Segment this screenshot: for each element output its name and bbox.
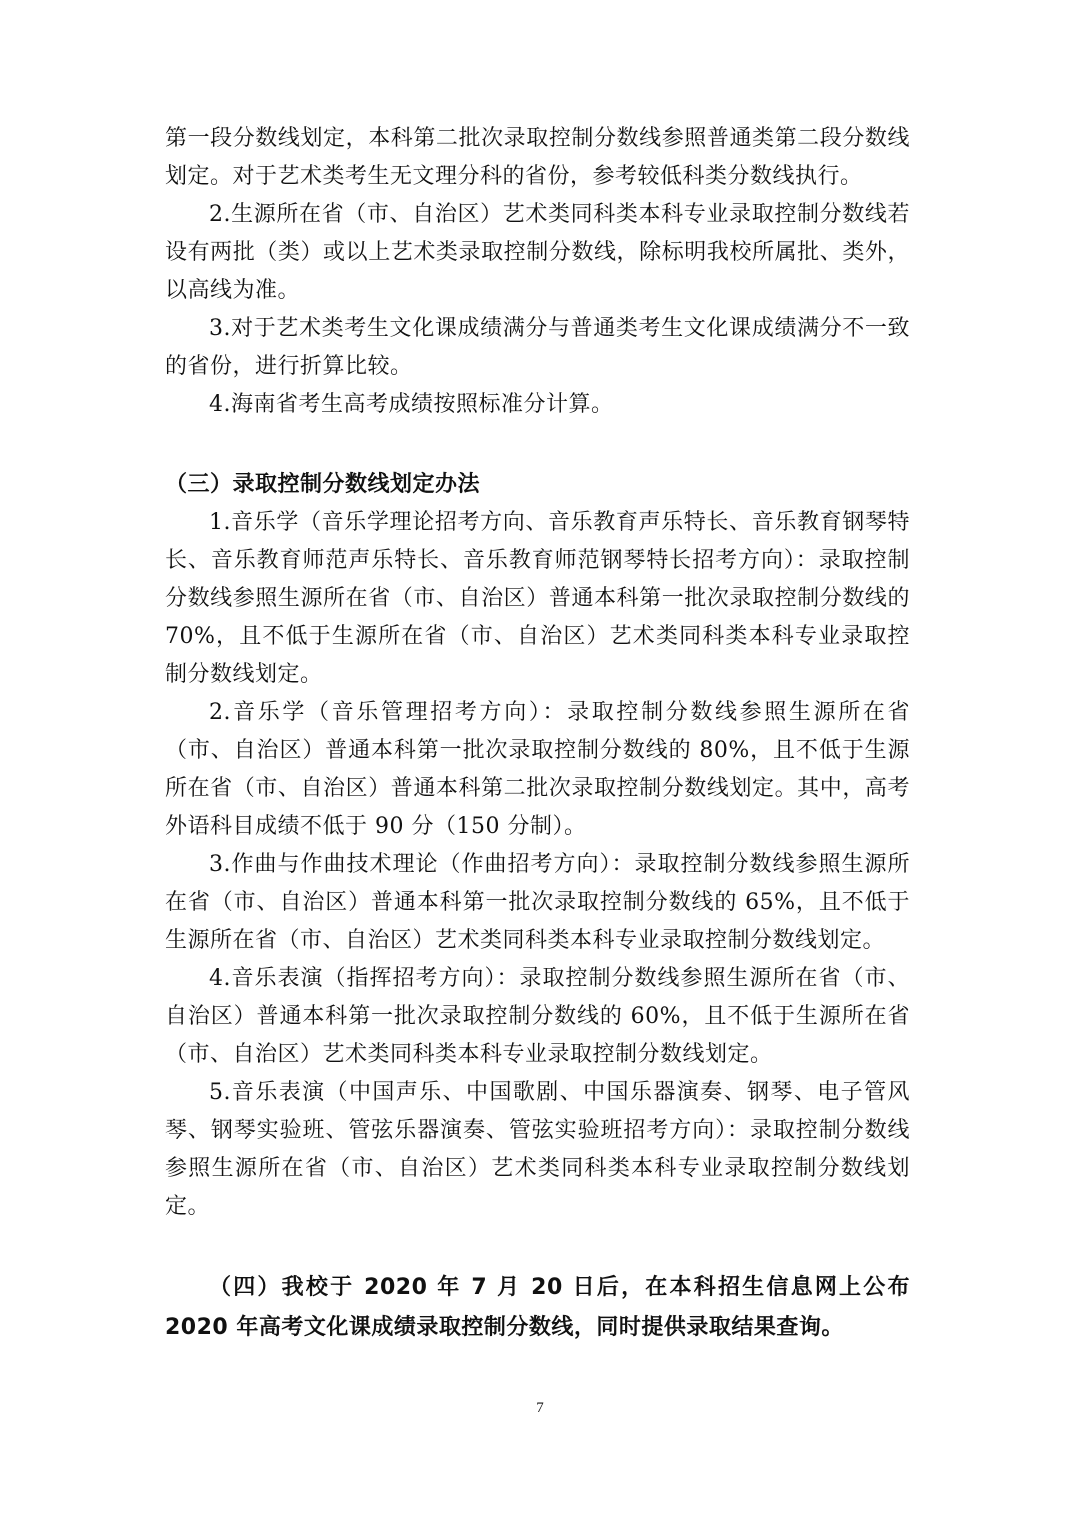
section-item-1: 1.音乐学（音乐学理论招考方向、音乐教育声乐特长、音乐教育钢琴特长、音乐教育师范声乐特长、音乐教育师范钢琴特长招考方向）：录取控制分数线参照生源所在省（市、自治区）普通本科第一批次录取控制分数线的 70%，且不低于生源所在省（市、自治区）艺术类同科类本科专业录取控制分数线划定。: [165, 510, 910, 687]
section-item-2: 2.音乐学（音乐管理招考方向）：录取控制分数线参照生源所在省（市、自治区）普通本科第一批次录取控制分数线的 80%，且不低于生源所在省（市、自治区）普通本科第二批次录取控制分数线划定。其中，高考外语科目成绩不低于 90 分（150 分制）。: [165, 700, 910, 839]
paragraph-item-2: 2.生源所在省（市、自治区）艺术类同科类本科专业录取控制分数线若设有两批（类）或以上艺术类录取控制分数线，除标明我校所属批、类外，以高线为准。: [165, 202, 910, 303]
paragraph-item-4: 4.海南省考生高考成绩按照标准分计算。: [209, 392, 614, 417]
section-heading: （三）录取控制分数线划定办法: [165, 472, 481, 497]
page-content: [165, 120, 910, 1348]
section-item-3: 3.作曲与作曲技术理论（作曲招考方向）：录取控制分数线参照生源所在省（市、自治区）普通本科第一批次录取控制分数线的 65%，且不低于生源所在省（市、自治区）艺术类同科类本科专业录取控制分数线划定。: [165, 852, 910, 953]
section-item-4: 4.音乐表演（指挥招考方向）：录取控制分数线参照生源所在省（市、自治区）普通本科第一批次录取控制分数线的 60%，且不低于生源所在省（市、自治区）艺术类同科类本科专业录取控制分数线划定。: [165, 966, 910, 1067]
paragraph-item-3: 3.对于艺术类考生文化课成绩满分与普通类考生文化课成绩满分不一致的省份，进行折算比较。: [165, 316, 910, 379]
page-number: 7: [536, 1400, 544, 1416]
section-item-5: 5.音乐表演（中国声乐、中国歌剧、中国乐器演奏、钢琴、电子管风琴、钢琴实验班、管弦乐器演奏、管弦实验班招考方向）：录取控制分数线参照生源所在省（市、自治区）艺术类同科类本科专业录取控制分数线划定。: [165, 1080, 910, 1219]
paragraph-continuation: 第一段分数线划定，本科第二批次录取控制分数线参照普通类第二段分数线划定。对于艺术类考生无文理分科的省份，参考较低科类分数线执行。: [165, 126, 910, 189]
announcement-paragraph: （四）我校于 2020 年 7 月 20 日后，在本科招生信息网上公布 2020 年高考文化课成绩录取控制分数线，同时提供录取结果查询。: [165, 1275, 910, 1340]
